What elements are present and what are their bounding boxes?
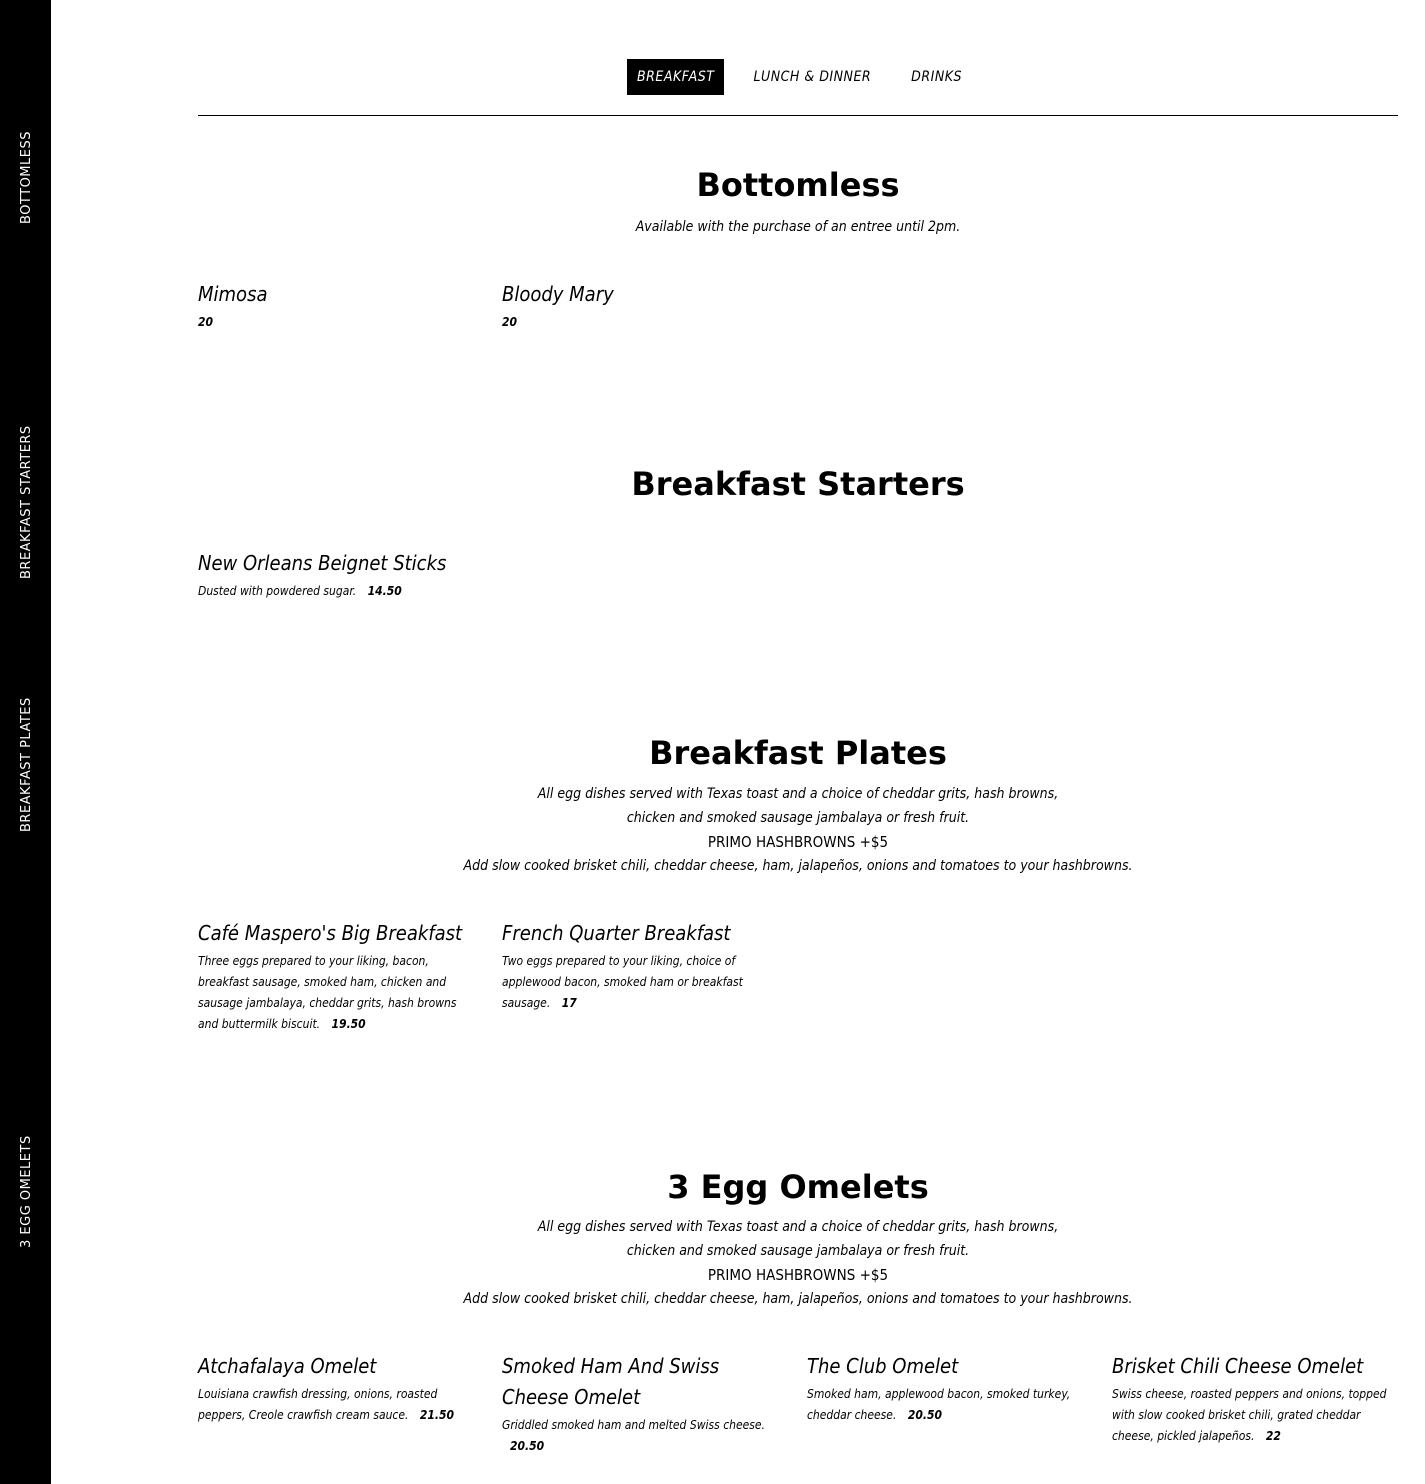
item-price: 20.50 xyxy=(510,1439,545,1453)
sidebar-item-label: BOTTOMLESS xyxy=(19,131,34,224)
section-title-bottomless: Bottomless xyxy=(696,166,900,204)
note-line: All egg dishes served with Texas toast and a choice of cheddar grits, hash browns, xyxy=(537,786,1059,802)
note-line: Add slow cooked brisket chili, cheddar cheese, ham, jalapeños, onions and tomatoes to your hashbrowns. xyxy=(463,1291,1133,1307)
tab-lunch-dinner[interactable]: LUNCH & DINNER xyxy=(753,69,872,85)
item-description: Two eggs prepared to your liking, choice of applewood bacon, smoked ham or breakfast sausage. xyxy=(502,954,743,1010)
sidebar-item-breakfast-plates[interactable] xyxy=(19,697,154,847)
item-price: 20 xyxy=(502,315,518,329)
tabs-divider xyxy=(198,115,1398,116)
item-name: Mimosa xyxy=(198,282,268,306)
note-line: Add slow cooked brisket chili, cheddar cheese, ham, jalapeños, onions and tomatoes to your hashbrowns. xyxy=(463,858,1133,874)
menu-item xyxy=(1112,1351,1397,1447)
menu-item xyxy=(198,918,478,1035)
note-line: chicken and smoked sausage jambalaya or fresh fruit. xyxy=(626,1243,970,1259)
menu-item xyxy=(502,918,782,1014)
sidebar-item-3-egg-omelets[interactable] xyxy=(19,1135,132,1263)
sidebar-item-label: BREAKFAST STARTERS xyxy=(19,425,34,579)
item-price: 22 xyxy=(1265,1429,1281,1443)
tab-breakfast[interactable]: BREAKFAST xyxy=(627,59,724,95)
section-sidebar xyxy=(0,0,51,1484)
item-name: Brisket Chili Cheese Omelet xyxy=(1112,1354,1364,1378)
menu-item xyxy=(198,1351,478,1426)
section-title-breakfast-starters: Breakfast Starters xyxy=(631,465,965,503)
sidebar-item-bottomless[interactable] xyxy=(19,131,112,239)
note-line: PRIMO HASHBROWNS +$5 xyxy=(707,1266,889,1284)
item-name: French Quarter Breakfast xyxy=(502,921,731,945)
item-price: 21.50 xyxy=(419,1408,455,1422)
item-price: 19.50 xyxy=(331,1017,366,1031)
item-name: New Orleans Beignet Sticks xyxy=(198,551,447,575)
section-title-3-egg-omelets: 3 Egg Omelets xyxy=(667,1168,929,1206)
note-line: chicken and smoked sausage jambalaya or fresh fruit. xyxy=(626,810,970,826)
menu-item xyxy=(198,548,498,602)
menu-item xyxy=(807,1351,1087,1426)
sidebar-item-label: 3 EGG OMELETS xyxy=(19,1135,34,1248)
item-name: Atchafalaya Omelet xyxy=(198,1354,377,1378)
sidebar-item-label: BREAKFAST PLATES xyxy=(19,697,34,832)
item-name: Smoked Ham And Swiss Cheese Omelet xyxy=(502,1354,720,1409)
item-description: Swiss cheese, roasted peppers and onions, topped with slow cooked brisket chili, grated cheddar cheese, pickled jalapeños. xyxy=(1112,1387,1387,1443)
section-note-breakfast-plates xyxy=(198,782,1398,878)
sidebar-item-breakfast-starters[interactable] xyxy=(19,425,173,594)
item-name: Bloody Mary xyxy=(502,282,614,306)
item-name: Café Maspero's Big Breakfast xyxy=(198,921,463,945)
item-description: Three eggs prepared to your liking, bacon, breakfast sausage, smoked ham, chicken and sausage jambalaya, cheddar grits, hash browns and buttermilk biscuit. xyxy=(198,954,457,1031)
section-title-breakfast-plates: Breakfast Plates xyxy=(649,734,947,772)
menu-item xyxy=(502,1351,782,1457)
item-price: 17 xyxy=(561,996,577,1010)
item-description: Louisiana crawfish dressing, onions, roasted peppers, Creole crawfish cream sauce. xyxy=(198,1387,438,1422)
item-name: The Club Omelet xyxy=(807,1354,959,1378)
item-description: Griddled smoked ham and melted Swiss cheese. xyxy=(502,1418,765,1432)
note-line: PRIMO HASHBROWNS +$5 xyxy=(707,833,889,851)
menu-item xyxy=(198,279,478,333)
section-note-bottomless: Available with the purchase of an entree until 2pm. xyxy=(635,219,961,235)
menu-item xyxy=(502,279,782,333)
item-description: Smoked ham, applewood bacon, smoked turkey, cheddar cheese. xyxy=(807,1387,1071,1422)
menu-tabs xyxy=(627,59,972,95)
item-price: 14.50 xyxy=(367,584,402,598)
item-price: 20.50 xyxy=(907,1408,942,1422)
item-price: 20 xyxy=(198,315,214,329)
note-line: All egg dishes served with Texas toast and a choice of cheddar grits, hash browns, xyxy=(537,1219,1059,1235)
section-note-3-egg-omelets xyxy=(198,1215,1398,1311)
tab-drinks[interactable]: DRINKS xyxy=(911,69,963,85)
item-description: Dusted with powdered sugar. xyxy=(198,584,357,598)
